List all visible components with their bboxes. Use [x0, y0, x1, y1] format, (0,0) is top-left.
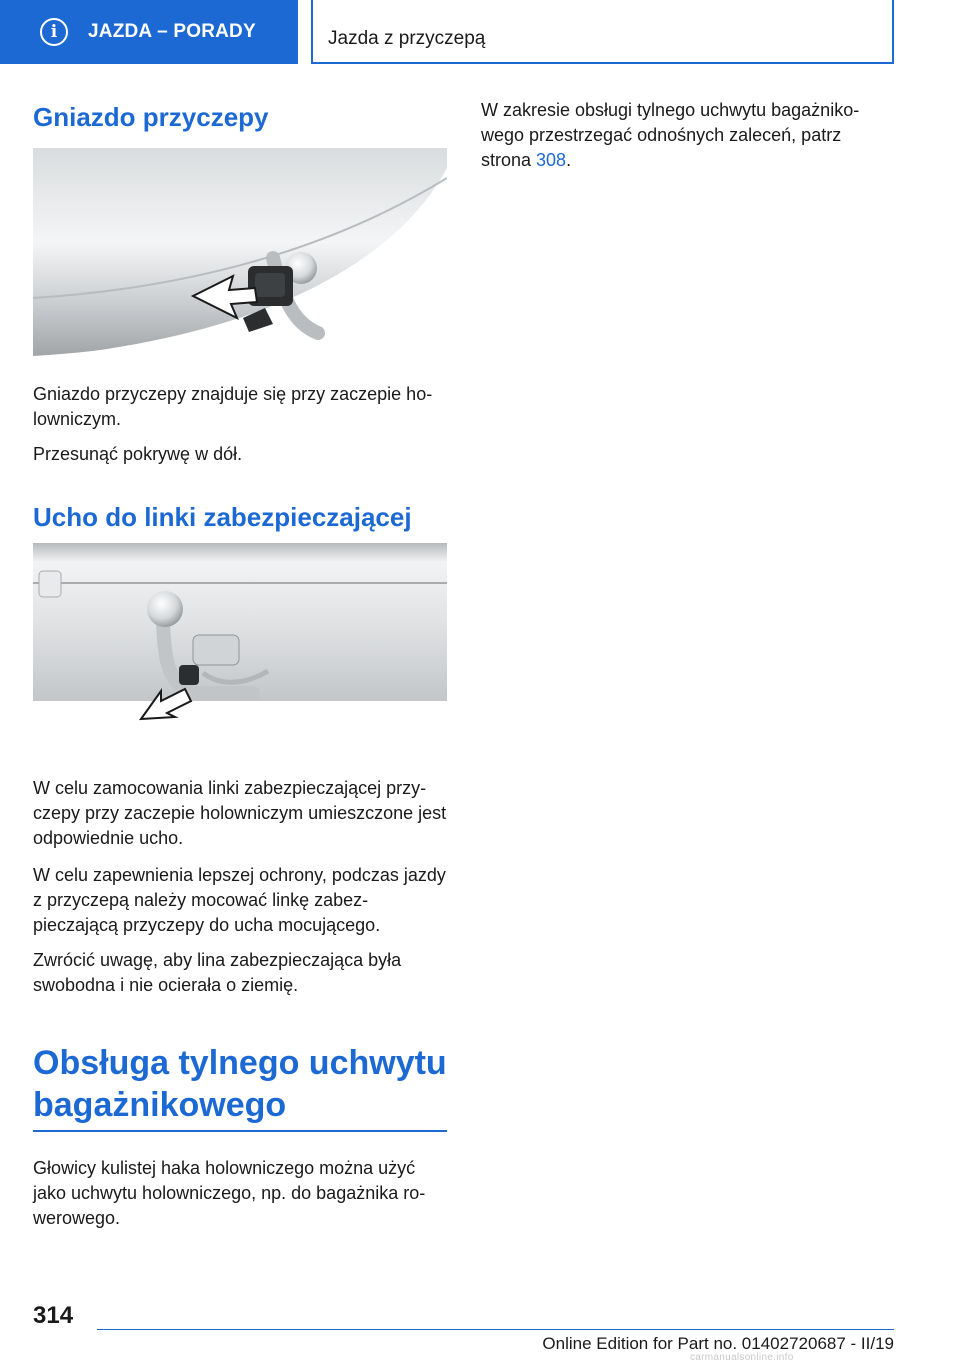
page-title: Jazda z przyczepą [328, 28, 486, 49]
page-ref-link[interactable]: 308 [536, 150, 567, 170]
socket-text-1: Gniazdo przyczepy znajduje się przy zaczepie holowniczym. [33, 384, 433, 429]
page-number: 314 [33, 1302, 74, 1329]
chapter-label: JAZDA – PORADY [88, 21, 256, 42]
chapter-tab[interactable] [0, 0, 298, 64]
section-title-socket: Gniazdo przyczepy [33, 102, 269, 132]
section-divider [33, 1130, 447, 1132]
watermark: carmanualsonline.info [690, 1352, 794, 1363]
eyelet-text-2: W celu zapewnienia lepszej ochrony, podczas jazdy z przyczepą należy mocować linkę zabezpieczającą przyczepy do ucha mocującego. [33, 865, 446, 935]
trailer-socket-illustration [33, 148, 447, 370]
carrier-text-1: Głowicy kulistej haka holowniczego można użyć jako uchwytu holowniczego, np. do bagażnika rowerowego. [33, 1158, 426, 1228]
carrier-text-2-body: W zakresie obsługi tylnego uchwytu bagażnikowego przestrzegać odnośnych zaleceń, patrz strona [481, 100, 860, 170]
socket-text-2: Przesunąć pokrywę w dół. [33, 444, 243, 464]
eyelet-text-3: Zwrócić uwagę, aby lina zabezpieczająca była swobodna i nie ocierała o ziemię. [33, 950, 402, 995]
info-icon: i [40, 18, 68, 46]
carrier-text-2-end: . [566, 150, 572, 170]
eyelet-text-1: W celu zamocowania linki zabezpieczającej przyczepy przy zaczepie holowniczym umieszczone jest odpowiednie ucho. [33, 778, 447, 848]
left-column [33, 100, 447, 1228]
edition-info: Online Edition for Part no. 01402720687 - II/19 [542, 1334, 894, 1353]
section-title-eyelet: Ucho do linki zabezpieczającej [33, 502, 412, 532]
carrier-text-2 [481, 98, 895, 173]
page-header [311, 0, 894, 64]
section-title-carrier: Obsługa tylnego uchwytu bagażnikowego [33, 1044, 447, 1124]
footer-divider [97, 1329, 894, 1330]
safety-cable-eyelet-illustration [33, 543, 447, 733]
right-column [481, 100, 895, 173]
